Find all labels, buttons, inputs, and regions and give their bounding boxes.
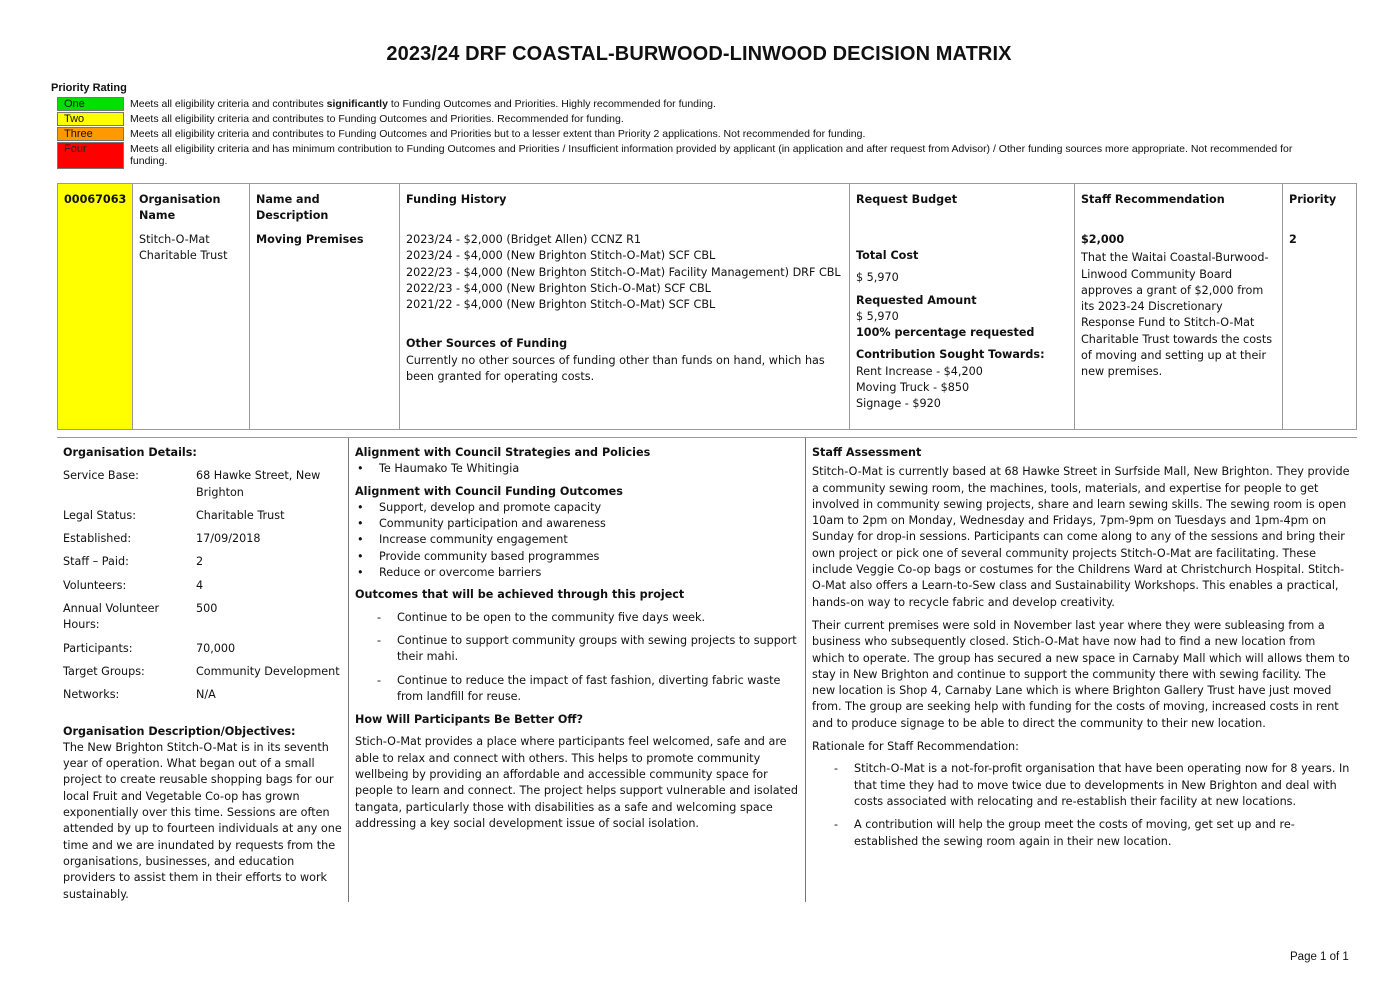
funding-history-item: 2021/22 - $4,000 (New Brighton Stitch-O-Mat) SCF CBL [406,298,716,312]
legend-swatch-two: Two [57,112,124,126]
detail-label: Volunteers: [63,578,127,592]
legend-row-two [57,112,1317,126]
outcomes-achieved-list [355,610,799,705]
priority-legend [57,97,1317,170]
request-budget-header: Request Budget [856,193,958,206]
legend-text-two: Meets all eligibility criteria and contributes to Funding Outcomes and Priorities. Recommended for funding. [130,113,624,125]
organisation-description-heading: Organisation Description/Objectives: [63,724,296,738]
rationale-list [812,761,1351,849]
strategy-item: • Te Haumako Te Whitingia [355,461,799,477]
funding-outcome-item: • Provide community based programmes [355,549,799,565]
application-id-cell [58,184,133,429]
contribution-item: Signage - $920 [856,397,941,411]
funding-history-cell [400,184,850,429]
outcome-achieved-item: - Continue to be open to the community five days week. [355,610,799,626]
detail-label: Legal Status: [63,508,136,522]
detail-value: Charitable Trust [196,508,285,522]
legend-text-three: Meets all eligibility criteria and contributes to Funding Outcomes and Priorities but to a lesser extent than Priority 2 applications. Not recommended for funding. [130,128,866,140]
total-cost-label: Total Cost [856,249,919,262]
legend-swatch-one: One [57,97,124,111]
detail-row [63,531,342,547]
rationale-heading: Rationale for Staff Recommendation: [812,740,1019,754]
request-budget-cell [850,184,1075,429]
staff-assessment-column [806,438,1357,902]
better-off-text: Stich-O-Mat provides a place where participants feel welcomed, safe and are able to relax and connect with others. This helps to promote community wellbeing by providing an affordable and accessible community space for people to learn and connect. The project helps support vulnerable and isolated tangata, particularly those with disabilities as a safe and welcoming space addressing a key social development issue of social isolation. [355,735,798,830]
detail-value: 4 [196,578,204,592]
detail-value: Community Development [196,664,340,678]
total-cost-value: $ 5,970 [856,271,899,285]
staff-recommendation-header: Staff Recommendation [1081,193,1225,206]
rationale-item: - Stitch-O-Mat is a not-for-profit organisation that have been operating now for 8 years. In that time they had to move twice due to developments in New Brighton and deal with costs associated with relocating and re-establish their facility at new locations. [812,761,1351,810]
staff-assessment-para-2: Their current premises were sold in November last year where they were subleasing from a business who subsequently closed. Stich-O-Mat have now had to find a new location from which to operate. The group has secured a new space in Carnaby Mall which will allows them to stay in New Brighton and continue to support the community there with sewing facility. The new location is Shop 4, Carnaby Lane which is where Brighton Gallery Trust have just moved from. The group are seeking help with funding for the costs of moving, increased costs in rent and to produce signage to be able to direct the community to their new location. [812,618,1350,730]
detail-row [63,687,342,703]
requested-amount-label: Requested Amount [856,293,977,307]
legend-text-four: Meets all eligibility criteria and has minimum contribution to Funding Outcomes and Priorities / Insufficient information provided by applicant (in application and after request from Advisor) / Other funding sources more appropriate. Not recommended for funding. [130,143,1293,167]
outcome-achieved-item: - Continue to support community groups with sewing projects to support their mahi. [355,633,799,666]
project-name: Moving Premises [256,233,364,246]
legend-row-four [57,142,1317,169]
organisation-name-header: Organisation Name [139,193,221,223]
priority-header: Priority [1289,193,1337,206]
detail-value: N/A [196,688,216,702]
page-title: 2023/24 DRF COASTAL-BURWOOD-LINWOOD DECISION MATRIX [386,43,1012,65]
detail-label: Participants: [63,641,133,655]
funding-outcome-item: • Community participation and awareness [355,516,799,532]
detail-label: Established: [63,532,132,546]
detail-row [63,554,342,570]
detail-row [63,641,342,657]
contribution-label: Contribution Sought Towards: [856,348,1045,362]
other-sources-header: Other Sources of Funding [406,337,568,351]
organisation-name: Stitch-O-Mat Charitable Trust [139,233,228,263]
funding-outcomes-heading: Alignment with Council Funding Outcomes [355,484,623,498]
staff-recommendation-cell [1075,184,1283,429]
outcome-achieved-item: - Continue to reduce the impact of fast fashion, diverting fabric waste from landfill for reuse. [355,673,799,706]
funding-outcome-item: • Support, develop and promote capacity [355,500,799,516]
funding-history-item: 2022/23 - $4,000 (New Brighton Stich-O-Mat) SCF CBL [406,281,711,295]
detail-value: 17/09/2018 [196,532,261,546]
name-description-header: Name and Description [256,193,329,223]
detail-row [63,508,342,524]
application-id: 00067063 [64,193,127,206]
percentage-requested: 100% percentage requested [856,326,1035,340]
funding-history-item: 2022/23 - $4,000 (New Brighton Stitch-O-Mat) Facility Management) DRF CBL [406,265,841,279]
detail-row [63,664,342,680]
detail-value: 500 [196,602,218,616]
detail-row [63,468,342,501]
name-description-cell [250,184,400,429]
detail-label: Target Groups: [63,664,145,678]
requested-amount-value: $ 5,970 [856,309,899,323]
organisation-name-cell [133,184,250,429]
priority-rating-heading: Priority Rating [51,82,127,94]
detail-label: Service Base: [63,469,139,483]
legend-row-three [57,127,1317,141]
detail-label: Networks: [63,688,120,702]
application-table [57,183,1357,430]
legend-row-one [57,97,1317,111]
staff-assessment-heading: Staff Assessment [812,446,922,459]
detail-label: Staff – Paid: [63,555,129,569]
funding-outcome-item: • Reduce or overcome barriers [355,565,799,581]
contribution-item: Moving Truck - $850 [856,381,970,395]
detail-label: Annual Volunteer Hours: [63,602,160,632]
staff-recommended-amount: $2,000 [1081,233,1125,246]
staff-assessment-para-1: Stitch-O-Mat is currently based at 68 Hawke Street in Surfside Mall, New Brighton. They provide a community sewing room, the machines, tools, materials, and expertise for people to get involved in community sewing projects, share and learn sewing skills. The sewing room is open 10am to 2pm on Monday, Wednesday and Fridays, 7pm-9pm on Tuesdays and 1pm-4pm on Sunday for drop-in sessions. Participants can come along to any of the sessions and bring their own project or pick one of several community projects Stitch-O-Mat are facilitating. These include Veggie Co-op bags or costumes for the Childrens Ward at Christchurch Hospital. Stitch-O-Mat also offers a Learn-to-Sew class and Sustainability Workshops. This enables a practical, hands-on way to recycle fabric and develop creativity. [812,465,1350,609]
detail-row [63,578,342,594]
organisation-details-column [57,438,349,902]
funding-history-item: 2023/24 - $4,000 (New Brighton Stitch-O-Mat) SCF CBL [406,249,716,263]
detail-row [63,601,342,634]
contribution-item: Rent Increase - $4,200 [856,364,983,378]
rationale-item: - A contribution will help the group meet the costs of moving, get set up and re-established the sewing room again in their new location. [812,817,1351,850]
detail-value: 2 [196,555,204,569]
funding-history-header: Funding History [406,193,507,206]
details-section [57,437,1357,902]
page-number: Page 1 of 1 [1290,951,1349,963]
detail-value: 68 Hawke Street, New Brighton [196,469,321,499]
funding-history-item: 2023/24 - $2,000 (Bridget Allen) CCNZ R1 [406,233,641,246]
better-off-heading: How Will Participants Be Better Off? [355,713,583,727]
priority-value: 2 [1289,233,1297,246]
organisation-details-heading: Organisation Details: [63,446,197,459]
legend-text-one: Meets all eligibility criteria and contributes significantly to Funding Outcomes and Priorities. Highly recommended for funding. [130,98,716,110]
alignment-column [349,438,806,902]
organisation-description: The New Brighton Stitch-O-Mat is in its seventh year of operation. What began out of a small project to create reusable shopping bags for our local Fruit and Vegetable Co-op has grown exponentially over this time. Sessions are often attended by up to fourteen individuals at any one time and we are inundated by requests from the organisations, businesses, and education providers to assist them in their efforts to work sustainably. [63,740,342,901]
staff-recommendation-text: That the Waitai Coastal-Burwood-Linwood Community Board approves a grant of $2,000 from its 2023-24 Discretionary Response Fund to Stitch-O-Mat Charitable Trust towards the costs of moving and setting up at their new premises. [1081,251,1273,379]
detail-value: 70,000 [196,641,236,655]
funding-outcome-item: • Increase community engagement [355,532,799,548]
legend-swatch-three: Three [57,127,124,141]
funding-outcomes-list [355,500,799,581]
other-sources-text: Currently no other sources of funding other than funds on hand, which has been granted for operating costs. [406,353,825,384]
priority-cell [1283,184,1356,429]
legend-swatch-four: Four [57,142,124,169]
outcomes-achieved-heading: Outcomes that will be achieved through this project [355,588,685,602]
strategies-list [355,461,799,477]
strategies-heading: Alignment with Council Strategies and Policies [355,446,651,459]
